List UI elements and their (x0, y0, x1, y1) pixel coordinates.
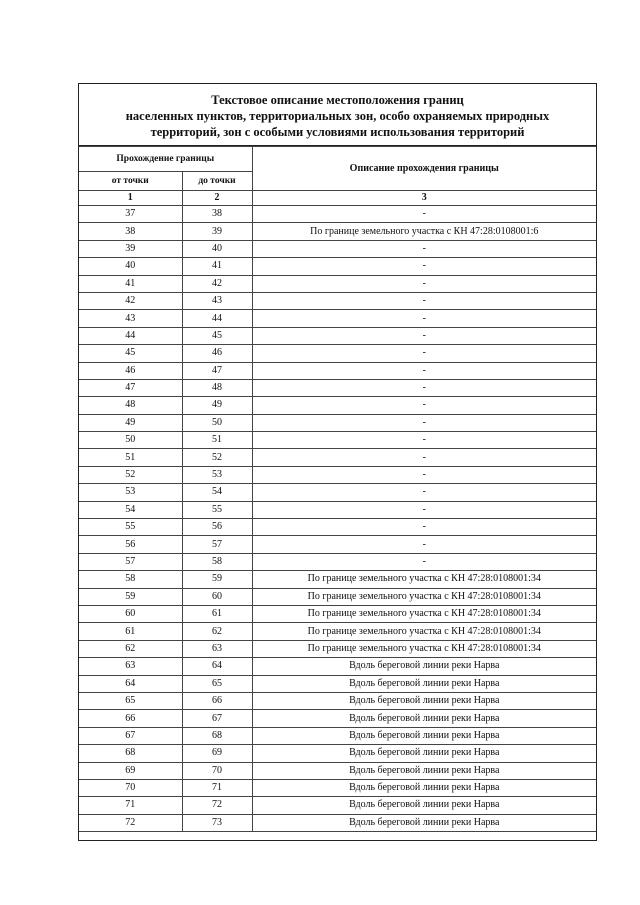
from-point-cell: 70 (79, 779, 182, 796)
description-cell: Вдоль береговой линии реки Нарва (252, 779, 596, 796)
table-row (79, 675, 596, 692)
description-cell: - (252, 519, 596, 536)
from-point-cell: 64 (79, 675, 182, 692)
to-point-cell: 61 (182, 605, 252, 622)
from-point-cell: 67 (79, 727, 182, 744)
table-row (79, 692, 596, 709)
description-cell: - (252, 414, 596, 431)
table-row (79, 310, 596, 327)
to-point-cell: 43 (182, 292, 252, 309)
table-row (79, 588, 596, 605)
table-row (79, 640, 596, 657)
from-point-cell: 66 (79, 710, 182, 727)
from-point-cell: 45 (79, 345, 182, 362)
table-row (79, 762, 596, 779)
description-cell: - (252, 484, 596, 501)
description-cell: Вдоль береговой линии реки Нарва (252, 675, 596, 692)
from-point-cell: 42 (79, 292, 182, 309)
table-row (79, 623, 596, 640)
to-point-cell: 60 (182, 588, 252, 605)
to-point-cell: 68 (182, 727, 252, 744)
title-line-1: Текстовое описание местоположения границ (211, 93, 464, 107)
table-row (79, 727, 596, 744)
description-cell: - (252, 501, 596, 518)
table-row (79, 362, 596, 379)
to-point-cell: 62 (182, 623, 252, 640)
to-point-cell: 50 (182, 414, 252, 431)
from-point-cell: 47 (79, 379, 182, 396)
to-point-cell: 52 (182, 449, 252, 466)
from-point-cell: 48 (79, 397, 182, 414)
table-row (79, 379, 596, 396)
description-cell: - (252, 292, 596, 309)
title-line-3: территорий, зон с особыми условиями использования территорий (150, 125, 525, 139)
to-point-cell: 53 (182, 466, 252, 483)
table-row (79, 484, 596, 501)
from-point-cell: 51 (79, 449, 182, 466)
table-body (79, 206, 596, 832)
description-cell: Вдоль береговой линии реки Нарва (252, 762, 596, 779)
description-cell: Вдоль береговой линии реки Нарва (252, 727, 596, 744)
to-point-cell: 67 (182, 710, 252, 727)
to-point-cell: 46 (182, 345, 252, 362)
from-point-cell: 65 (79, 692, 182, 709)
description-cell: - (252, 379, 596, 396)
to-point-cell: 57 (182, 536, 252, 553)
table-row (79, 397, 596, 414)
to-point-cell: 63 (182, 640, 252, 657)
table-row (79, 536, 596, 553)
to-point-cell: 47 (182, 362, 252, 379)
description-cell: - (252, 275, 596, 292)
description-cell: - (252, 327, 596, 344)
from-point-cell: 46 (79, 362, 182, 379)
from-point-cell: 60 (79, 605, 182, 622)
description-cell: - (252, 345, 596, 362)
column-number-1: 1 (79, 191, 182, 206)
from-point-cell: 58 (79, 571, 182, 588)
table-row (79, 605, 596, 622)
description-cell: - (252, 362, 596, 379)
description-cell: - (252, 553, 596, 570)
to-point-cell: 66 (182, 692, 252, 709)
from-point-cell: 54 (79, 501, 182, 518)
header-from-point: от точки (79, 172, 182, 191)
table-row (79, 240, 596, 257)
table-row (79, 779, 596, 796)
table-row (79, 292, 596, 309)
from-point-cell: 53 (79, 484, 182, 501)
table-row (79, 658, 596, 675)
boundary-table (79, 146, 596, 832)
table-row (79, 501, 596, 518)
description-cell: - (252, 397, 596, 414)
from-point-cell: 55 (79, 519, 182, 536)
from-point-cell: 59 (79, 588, 182, 605)
table-row (79, 466, 596, 483)
from-point-cell: 62 (79, 640, 182, 657)
to-point-cell: 56 (182, 519, 252, 536)
table-row (79, 223, 596, 240)
from-point-cell: 63 (79, 658, 182, 675)
table-row (79, 327, 596, 344)
description-cell: По границе земельного участка с КН 47:28:0108001:34 (252, 623, 596, 640)
from-point-cell: 69 (79, 762, 182, 779)
from-point-cell: 40 (79, 258, 182, 275)
table-row (79, 797, 596, 814)
description-cell: - (252, 258, 596, 275)
to-point-cell: 38 (182, 206, 252, 223)
from-point-cell: 43 (79, 310, 182, 327)
to-point-cell: 44 (182, 310, 252, 327)
from-point-cell: 39 (79, 240, 182, 257)
description-cell: По границе земельного участка с КН 47:28:0108001:34 (252, 605, 596, 622)
table-row (79, 258, 596, 275)
table-row (79, 414, 596, 431)
description-cell: Вдоль береговой линии реки Нарва (252, 814, 596, 831)
header-description: Описание прохождения границы (252, 147, 596, 191)
to-point-cell: 45 (182, 327, 252, 344)
from-point-cell: 44 (79, 327, 182, 344)
to-point-cell: 58 (182, 553, 252, 570)
from-point-cell: 56 (79, 536, 182, 553)
to-point-cell: 39 (182, 223, 252, 240)
table-bottom-margin (79, 832, 596, 840)
from-point-cell: 71 (79, 797, 182, 814)
to-point-cell: 41 (182, 258, 252, 275)
table-row (79, 814, 596, 831)
from-point-cell: 37 (79, 206, 182, 223)
to-point-cell: 70 (182, 762, 252, 779)
to-point-cell: 72 (182, 797, 252, 814)
to-point-cell: 42 (182, 275, 252, 292)
to-point-cell: 51 (182, 432, 252, 449)
table-row (79, 449, 596, 466)
header-to-point: до точки (182, 172, 252, 191)
description-cell: Вдоль береговой линии реки Нарва (252, 658, 596, 675)
description-cell: - (252, 310, 596, 327)
to-point-cell: 40 (182, 240, 252, 257)
description-cell: По границе земельного участка с КН 47:28:0108001:6 (252, 223, 596, 240)
table-row (79, 571, 596, 588)
description-cell: По границе земельного участка с КН 47:28:0108001:34 (252, 640, 596, 657)
to-point-cell: 54 (182, 484, 252, 501)
to-point-cell: 73 (182, 814, 252, 831)
description-cell: Вдоль береговой линии реки Нарва (252, 745, 596, 762)
description-cell: По границе земельного участка с КН 47:28:0108001:34 (252, 571, 596, 588)
to-point-cell: 59 (182, 571, 252, 588)
from-point-cell: 61 (79, 623, 182, 640)
from-point-cell: 72 (79, 814, 182, 831)
title-line-2: населенных пунктов, территориальных зон, особо охраняемых природных (125, 109, 550, 123)
table-row (79, 206, 596, 223)
description-cell: Вдоль береговой линии реки Нарва (252, 710, 596, 727)
to-point-cell: 55 (182, 501, 252, 518)
from-point-cell: 49 (79, 414, 182, 431)
description-cell: - (252, 432, 596, 449)
table-row (79, 710, 596, 727)
description-cell: - (252, 536, 596, 553)
description-cell: - (252, 449, 596, 466)
description-cell: Вдоль береговой линии реки Нарва (252, 797, 596, 814)
column-number-3: 3 (252, 191, 596, 206)
from-point-cell: 68 (79, 745, 182, 762)
to-point-cell: 49 (182, 397, 252, 414)
table-row (79, 519, 596, 536)
from-point-cell: 41 (79, 275, 182, 292)
from-point-cell: 50 (79, 432, 182, 449)
table-row (79, 745, 596, 762)
table-row (79, 275, 596, 292)
from-point-cell: 38 (79, 223, 182, 240)
description-cell: - (252, 240, 596, 257)
to-point-cell: 65 (182, 675, 252, 692)
to-point-cell: 48 (182, 379, 252, 396)
to-point-cell: 64 (182, 658, 252, 675)
to-point-cell: 71 (182, 779, 252, 796)
description-cell: - (252, 206, 596, 223)
from-point-cell: 52 (79, 466, 182, 483)
document-page (78, 83, 597, 841)
description-cell: Вдоль береговой линии реки Нарва (252, 692, 596, 709)
description-cell: По границе земельного участка с КН 47:28:0108001:34 (252, 588, 596, 605)
document-title (79, 84, 596, 146)
column-number-2: 2 (182, 191, 252, 206)
to-point-cell: 69 (182, 745, 252, 762)
header-boundary-passage: Прохождение границы (79, 147, 252, 172)
from-point-cell: 57 (79, 553, 182, 570)
description-cell: - (252, 466, 596, 483)
table-row (79, 345, 596, 362)
table-row (79, 553, 596, 570)
table-row (79, 432, 596, 449)
